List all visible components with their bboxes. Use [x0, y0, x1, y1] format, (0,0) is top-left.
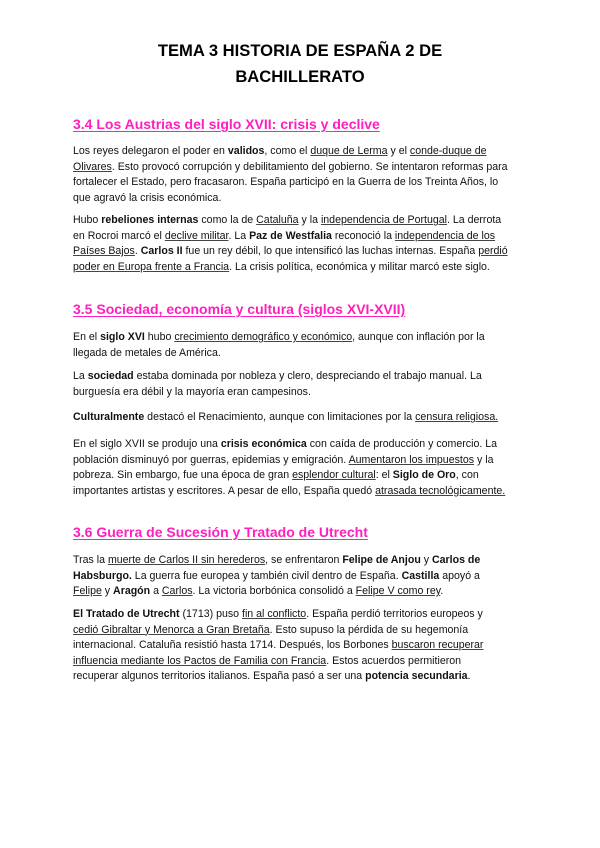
title-line-1: TEMA 3 HISTORIA DE ESPAÑA 2 DE: [157, 41, 443, 60]
text-fragment: En el: [73, 331, 101, 343]
text-line: [73, 584, 533, 600]
text-line: [73, 229, 533, 245]
text-fragment: con caída de producción y comercio. La: [306, 438, 498, 450]
text-fragment: y la: [474, 453, 494, 466]
text-line: [73, 669, 533, 685]
underlined-text: muerte de Carlos II sin herederos: [107, 554, 266, 566]
text-fragment: reconoció la: [331, 229, 395, 242]
text-line: [73, 623, 533, 639]
underlined-text: fin al conflicto: [242, 608, 307, 620]
bold-text: Siglo de Oro: [392, 469, 456, 481]
text-line: [73, 244, 533, 260]
underlined-text: Cataluña: [256, 214, 299, 226]
text-line: [73, 638, 533, 654]
bold-text: Felipe de Anjou: [342, 554, 421, 566]
bold-text: Paz de Westfalia: [249, 229, 332, 242]
text-fragment: y el: [387, 145, 410, 157]
text-fragment: como la de: [198, 214, 257, 226]
bold-text: Carlos II: [140, 245, 183, 257]
text-fragment: población disminuyó por guerras, epidemias y emigración.: [73, 453, 349, 466]
bold-text: rebeliones internas: [101, 214, 199, 226]
text-fragment: que agravó la crisis económica.: [73, 191, 222, 204]
underlined-text: Carlos: [161, 585, 193, 597]
text-fragment: fue un rey débil, lo que intensificó las luchas internas. España: [182, 245, 479, 257]
underlined-text: buscaron recuperar: [391, 639, 484, 651]
bold-text: Castilla: [401, 569, 440, 582]
text-line: [73, 330, 533, 346]
underlined-text: independencia de Portugal: [320, 214, 447, 226]
section-heading-3-5: 3.5 Sociedad, economía y cultura (siglos XVI-XVII): [73, 301, 406, 317]
underlined-text: poder en Europa frente a Francia: [73, 260, 230, 273]
underlined-text: esplendor cultural: [292, 469, 376, 481]
text-fragment: La guerra fue europea y también civil dentro de España.: [131, 569, 402, 582]
paragraph-rebeliones: [73, 213, 533, 275]
text-fragment: : el: [375, 469, 393, 481]
text-line: [73, 160, 533, 176]
underlined-text: Felipe V como rey: [355, 585, 441, 597]
text-line: [73, 468, 533, 484]
text-fragment: (1713) puso: [179, 608, 242, 620]
section-heading-3-4: 3.4 Los Austrias del siglo XVII: crisis y declive: [73, 116, 380, 132]
text-fragment: .: [440, 585, 444, 597]
text-line: [73, 213, 533, 229]
text-line: [73, 553, 533, 569]
bold-text: Carlos de: [431, 554, 481, 566]
underlined-text: declive militar: [164, 229, 229, 242]
text-fragment: . La: [228, 229, 250, 242]
text-fragment: La: [73, 370, 88, 382]
text-fragment: . Estos acuerdos permitieron: [326, 654, 462, 667]
text-fragment: . Esto provocó corrupción y debilitamiento del gobierno. Se intentaron reformas para: [111, 160, 508, 173]
underlined-text: Felipe: [73, 585, 102, 597]
text-fragment: recuperar algunos territorios italianos. España pasó a ser una: [73, 670, 366, 682]
text-fragment: en Rocroi marcó el: [73, 229, 165, 242]
text-fragment: destacó el Renacimiento, aunque con limitaciones por la: [144, 411, 416, 423]
bold-text: Culturalmente: [73, 411, 145, 423]
underlined-text: conde-duque de: [409, 145, 487, 157]
paragraph-cultura: [73, 410, 533, 426]
underlined-text: Aumentaron los impuestos: [348, 453, 475, 466]
paragraph-utrecht: [73, 607, 533, 685]
text-fragment: importantes artistas y escritores. A pesar de ello, España quedó: [73, 484, 376, 497]
text-line: [73, 569, 533, 585]
text-fragment: . La victoria borbónica consolidó a: [192, 585, 356, 597]
text-fragment: apoyó a: [439, 569, 480, 582]
text-fragment: y: [101, 585, 114, 597]
text-fragment: . España perdió territorios europeos y: [306, 608, 483, 620]
text-line: [73, 260, 533, 276]
paragraph-validos: [73, 144, 533, 206]
text-line: [73, 484, 533, 500]
underlined-text: censura religiosa.: [415, 411, 499, 423]
underlined-text: perdió: [478, 245, 508, 257]
paragraph-crisis: [73, 437, 533, 499]
text-fragment: , con: [455, 469, 479, 481]
text-fragment: . La derrota: [447, 214, 502, 226]
title-line-2: BACHILLERATO: [235, 67, 365, 86]
text-fragment: a: [150, 585, 162, 597]
underlined-text: crecimiento demográfico y económico: [174, 331, 353, 343]
bold-text: siglo XVI: [100, 331, 145, 343]
text-fragment: y la: [298, 214, 321, 226]
text-fragment: Tras la: [73, 554, 108, 566]
text-fragment: hubo: [144, 331, 175, 343]
text-fragment: y: [420, 554, 432, 566]
bold-text: crisis económica: [220, 438, 307, 450]
text-fragment: fortalecer el Estado, pero fracasaron. España participó en la Guerra de los Treinta Años, lo: [73, 176, 499, 188]
underlined-text: cedió Gibraltar y Menorca a Gran Bretaña: [73, 623, 270, 636]
text-line: [73, 369, 533, 385]
paragraph-sociedad: [73, 369, 533, 400]
underlined-text: Olivares: [73, 160, 112, 173]
text-fragment: , como el: [264, 145, 311, 157]
bold-text: Habsburgo.: [73, 569, 132, 582]
underlined-text: atrasada tecnológicamente.: [375, 484, 506, 497]
text-line: [73, 437, 533, 453]
text-fragment: estaba dominada por nobleza y clero, despreciando el trabajo manual. La: [133, 370, 482, 382]
bold-text: sociedad: [87, 370, 134, 382]
text-fragment: Los reyes delegaron el poder en: [73, 145, 228, 157]
text-fragment: , aunque con inflación por la: [352, 331, 485, 343]
paragraph-guerra-sucesion: [73, 553, 533, 600]
text-line: [73, 410, 533, 426]
underlined-text: duque de Lerma: [310, 145, 388, 157]
bold-text: Aragón: [113, 585, 151, 597]
bold-text: validos: [227, 145, 265, 157]
text-fragment: .: [467, 670, 471, 682]
bold-text: El Tratado de Utrecht: [73, 608, 180, 620]
underlined-text: Países Bajos: [73, 245, 135, 257]
paragraph-siglo-xvi: [73, 330, 533, 361]
text-fragment: llegada de metales de América.: [73, 346, 221, 359]
text-line: [73, 144, 533, 160]
document-title: [0, 38, 600, 90]
text-line: [73, 654, 533, 670]
underlined-text: independencia de los: [394, 229, 496, 242]
text-line: [73, 453, 533, 469]
text-fragment: , se enfrentaron: [265, 554, 343, 566]
text-fragment: . La crisis política, económica y militar marcó este siglo.: [229, 260, 490, 273]
text-fragment: En el siglo XVII se produjo una: [73, 438, 221, 450]
text-fragment: . Esto supuso la pérdida de su hegemonía: [269, 623, 469, 636]
underlined-text: influencia mediante los Pactos de Familia con Francia: [73, 654, 327, 667]
section-heading-3-6: 3.6 Guerra de Sucesión y Tratado de Utrecht: [73, 524, 368, 540]
text-fragment: internacional. Cataluña resistió hasta 1714. Después, los Borbones: [73, 639, 392, 651]
text-fragment: burguesía era débil y la mayoría eran campesinos.: [73, 385, 311, 398]
text-fragment: Hubo: [73, 214, 102, 226]
bold-text: potencia secundaria: [365, 670, 468, 682]
text-line: [73, 607, 533, 623]
text-fragment: pobreza. Sin embargo, fue una época de gran: [73, 469, 293, 481]
text-fragment: .: [134, 245, 141, 257]
